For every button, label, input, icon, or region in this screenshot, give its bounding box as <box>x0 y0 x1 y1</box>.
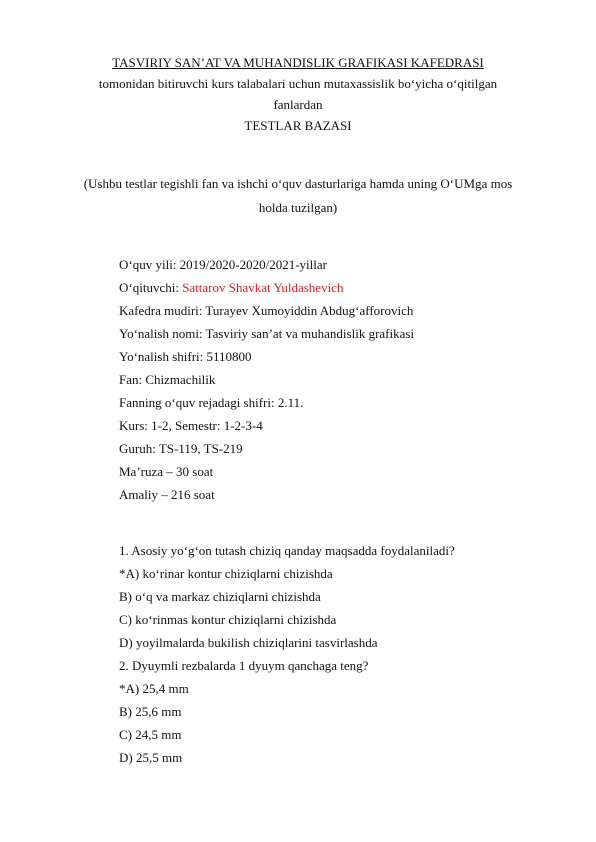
direction-code: Yo‘nalish shifri: 5110800 <box>119 349 252 364</box>
answer-option: *A) 25,4 mm <box>119 681 189 696</box>
answer-option: C) 24,5 mm <box>119 727 182 742</box>
department-title: TASVIRIY SAN’AT VA MUHANDISLIK GRAFIKASI KAFEDRASI <box>112 55 484 70</box>
course-info <box>119 253 414 506</box>
document-title: TESTLAR BAZASI <box>244 118 352 133</box>
answer-option: *A) ko‘rinar kontur chiziqlarni chizishda <box>119 566 333 581</box>
header-subtitle-line: fanlardan <box>273 97 323 112</box>
question-text: 1. Asosiy yo‘g‘on tutash chiziq qanday maqsadda foydalaniladi? <box>119 543 455 558</box>
lecture-hours: Ma’ruza – 30 soat <box>119 464 214 479</box>
note-line: holda tuzilgan) <box>258 200 338 215</box>
answer-option: B) 25,6 mm <box>119 704 182 719</box>
groups: Guruh: TS-119, TS-219 <box>119 441 243 456</box>
plan-code: Fanning o‘quv rejadagi shifri: 2.11. <box>119 395 304 410</box>
document-note <box>70 172 526 220</box>
answer-option: D) 25,5 mm <box>119 750 183 765</box>
note-line: (Ushbu testlar tegishli fan va ishchi o‘quv dasturlariga hamda uning O‘UMga mos <box>83 176 513 191</box>
document-header <box>60 52 536 136</box>
answer-option: B) o‘q va markaz chiziqlarni chizishda <box>119 589 321 604</box>
practice-hours: Amaliy – 216 soat <box>119 487 215 502</box>
direction-name: Yo‘nalish nomi: Tasviriy san’at va muhandislik grafikasi <box>119 326 415 341</box>
teacher-name: Sattarov Shavkat Yuldashevich <box>182 280 344 295</box>
teacher-line <box>119 276 414 299</box>
subject-name: Fan: Chizmachilik <box>119 372 216 387</box>
question-list <box>119 539 455 769</box>
header-subtitle-line: tomonidan bitiruvchi kurs talabalari uchun mutaxassislik bo‘yicha o‘qitilgan <box>98 76 498 91</box>
question-text: 2. Dyuymli rezbalarda 1 dyuym qanchaga teng? <box>119 658 369 673</box>
answer-option: C) ko‘rinmas kontur chiziqlarni chizishda <box>119 612 337 627</box>
academic-year: O‘quv yili: 2019/2020-2020/2021-yillar <box>119 257 327 272</box>
department-head: Kafedra mudiri: Turayev Xumoyiddin Abdug‘afforovich <box>119 303 414 318</box>
answer-option: D) yoyilmalarda bukilish chiziqlarini tasvirlashda <box>119 635 378 650</box>
course-semester: Kurs: 1-2, Semestr: 1-2-3-4 <box>119 418 263 433</box>
teacher-label: O‘qituvchi: <box>119 280 183 295</box>
